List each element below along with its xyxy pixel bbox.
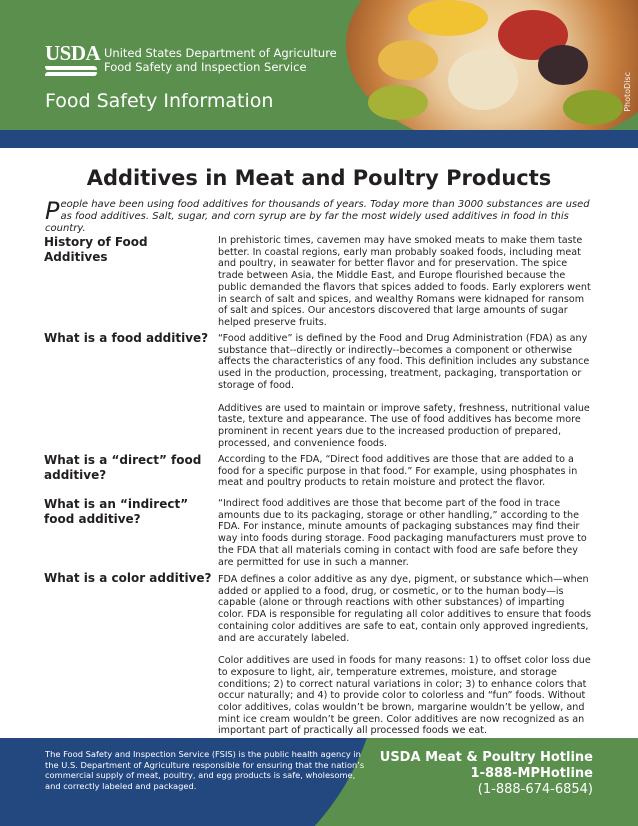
hotline-number: 1-888-MPHotline	[470, 766, 593, 781]
hotline-block	[380, 750, 593, 798]
series-title: Food Safety Information	[45, 90, 274, 112]
paragraph: FDA defines a color additive as any dye, pigment, or substance which—when added or applied to a food, drug, or cosmetic, or to the human body—is capable (alone or through reactions with other substances) of imparting color. FDA is responsible for regulating all color additives to ensure that foods containing color additives are safe to eat, contain only approved ingredients, and are accurately labeled.	[218, 574, 592, 644]
page-title: Additives in Meat and Poultry Products	[86, 166, 552, 190]
paragraph: “Food additive” is defined by the Food and Drug Administration (FDA) as any substance that--directly or indirectly--becomes a component or otherwise affects the characteristics of any food. This definition includes any substance used in the production, processing, treatment, packaging, transportation or storage of food.	[218, 333, 590, 391]
footer	[0, 738, 638, 826]
drop-cap: P	[45, 197, 60, 225]
section-heading-food-additive: What is a food additive?	[44, 331, 209, 345]
section-body-food-additive	[218, 333, 592, 460]
usda-logo-icon	[45, 41, 101, 77]
hotline-digits: (1-888-674-6854)	[477, 782, 593, 797]
intro-text: eople have been using food additives for thousands of years. Today more than 3000 substances are used as food additives. Salt, sugar, and corn syrup are by far the most widely used additives in food in this country.	[45, 199, 590, 234]
agency-line-1: United States Department of Agriculture	[104, 46, 337, 60]
hotline-title: USDA Meat & Poultry Hotline	[379, 750, 593, 765]
agency-line-2: Food Safety and Inspection Service	[104, 60, 307, 74]
fsis-description: The Food Safety and Inspection Service (FSIS) is the public health agency in the U.S. Department of Agriculture responsible for ensuring that the nation’s commercial supply of meat, poultry, and egg products is safe, wholesome, and correctly labeled and packaged.	[45, 749, 365, 791]
usda-logo-text: USDA	[45, 41, 101, 65]
section-body-indirect	[218, 498, 592, 579]
paragraph: “Indirect food additives are those that become part of the food in trace amounts due to its packaging, storage or other handling,” according to the FDA. For instance, minute amounts of packaging substances may find their way into foods during storage. Food packaging manufacturers must prove to the FDA that all materials coming in contact with food are safe before they are permitted for use in such a manner.	[218, 498, 587, 568]
section-heading-color: What is a color additive?	[44, 571, 212, 585]
food-photo	[338, 0, 638, 130]
section-heading-direct: What is a “direct” food additive?	[44, 453, 202, 482]
paragraph: Color additives are used in foods for many reasons: 1) to offset color loss due to exposure to light, air, temperature extremes, moisture, and storage conditions; 2) to correct natural variations in color; 3) to enhance colors that occur naturally; and 4) to provide color to colorless and “fun” foods. Without color additives, colas wouldn’t be brown, margarine wouldn’t be yellow, and mint ice cream wouldn’t be green. Color additives are now recognized as an important part of practically all processed foods we eat.	[218, 655, 591, 737]
photo-credit: PhotoDisc	[623, 72, 632, 112]
paragraph: In prehistoric times, cavemen may have smoked meats to make them taste better. In coastal regions, early man probably soaked foods, including meat and poultry, in seawater for better flavor and for preservation. The spice trade between Asia, the Middle East, and Europe flourished because the public demanded the flavors that spices added to foods. Early explorers went in search of salt and spices, and wealthy Romans were kidnaped for ransom of salt and spices. Our ancestors discovered that large amounts of sugar helped preserve fruits.	[218, 235, 591, 328]
section-heading-indirect: What is an “indirect” food additive?	[44, 497, 189, 526]
paragraph: According to the FDA, “Direct food additives are those that are added to a food for a specific purpose in that food.” For example, using phosphates in meat and poultry products to retain moisture and protect the flavor.	[218, 454, 578, 489]
section-body-direct	[218, 454, 592, 500]
intro-paragraph	[45, 199, 593, 235]
section-heading-history: History of Food Additives	[44, 235, 148, 264]
section-body-color	[218, 574, 592, 748]
header	[0, 0, 638, 130]
header-band	[0, 130, 638, 148]
section-body-history	[218, 235, 592, 340]
paragraph: Additives are used to maintain or improve safety, freshness, nutritional value taste, texture and appearance. The use of food additives has become more prominent in recent years due to the increased production of prepared, processed, and convenience foods.	[218, 402, 590, 449]
agency-name	[104, 46, 337, 74]
